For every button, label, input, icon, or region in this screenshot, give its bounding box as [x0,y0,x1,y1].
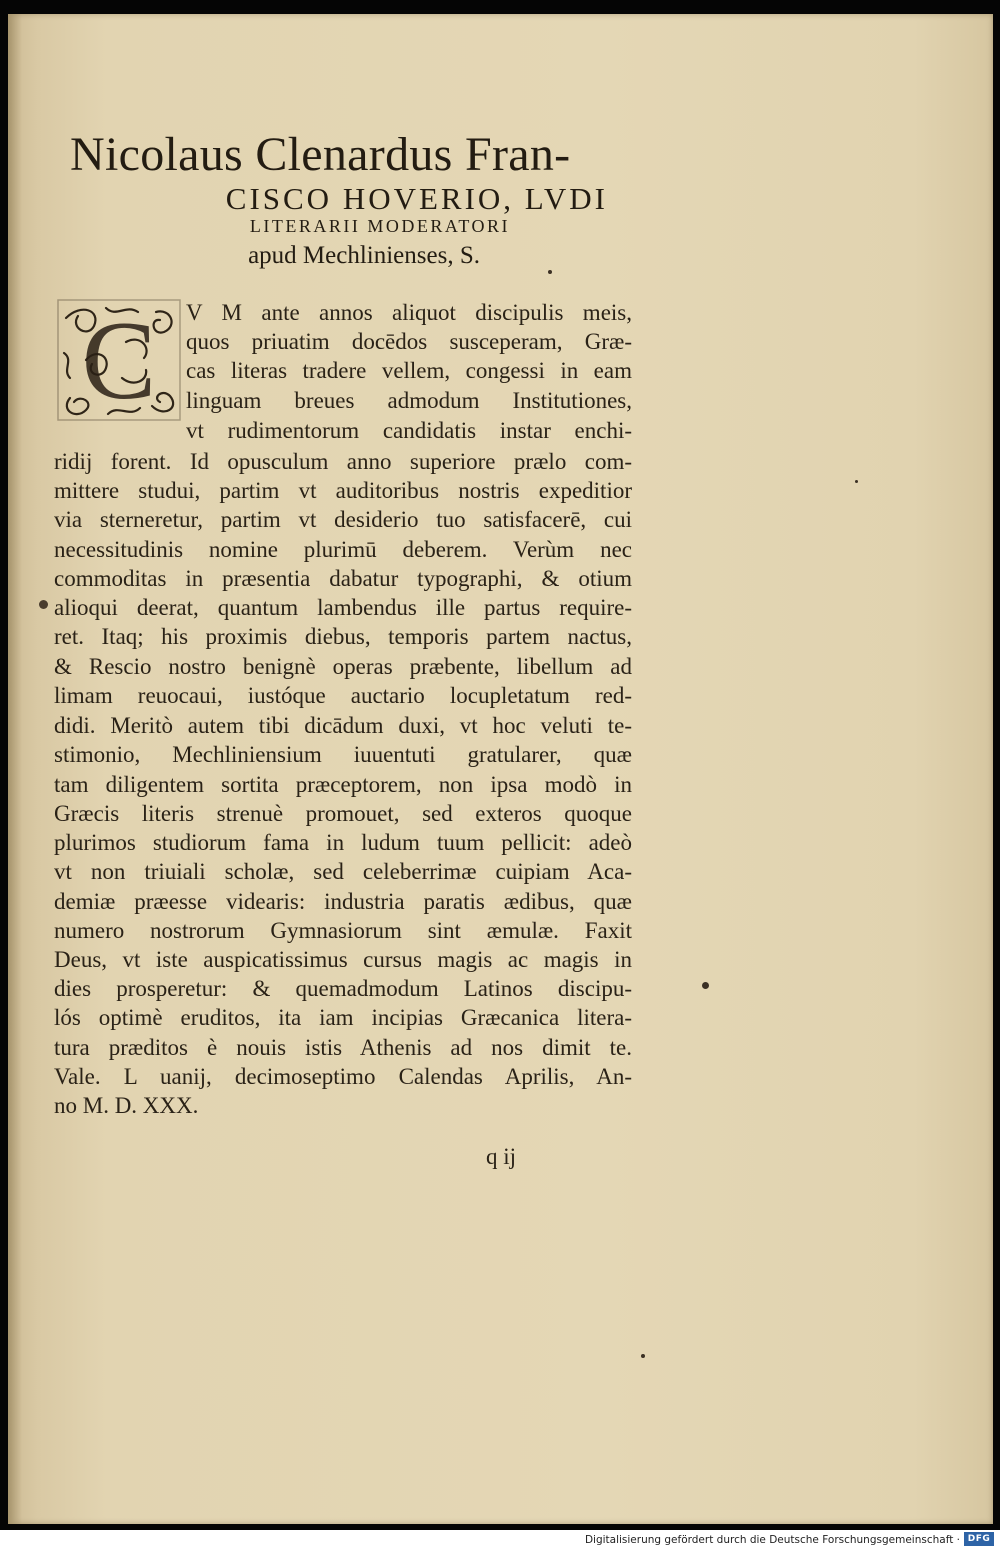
body-line: mittere studui, partim vt auditoribus nostris expeditior [54,478,632,503]
body-line: stimonio, Mechliniensium iuuentuti gratularer, quæ [54,742,632,767]
funding-credit: Digitalisierung gefördert durch die Deutsche Forschungsgemeinschaft · [584,1534,960,1546]
body-line: V M ante annos aliquot discipulis meis, [186,300,632,325]
svg-text:C: C [81,299,157,422]
body-line: demiæ præesse videaris: industria paratis ædibus, quæ [54,889,632,914]
body-line: commoditas in præsentia dabatur typographi, & otium [54,566,632,591]
heading-line-4: apud Mechlinienses, S. [248,242,480,269]
body-line: & Rescio nostro benignè operas præbente, libellum ad [54,654,632,679]
body-line: ridij forent. Id opusculum anno superiore prælo com- [54,449,632,474]
ink-speck [702,982,709,989]
body-line: numero nostrorum Gymnasiorum sint æmulæ. Faxit [54,918,632,943]
body-line: dies prosperetur: & quemadmodum Latinos discipu- [54,976,632,1001]
ornate-initial-c-icon [56,298,182,422]
dfg-logo: DFG [964,1532,994,1546]
body-line: Græcis literis strenuè promouet, sed exteros quoque [54,801,632,826]
ink-speck [548,270,552,274]
heading-line-3: LITERARII MODERATORI [249,216,510,236]
signature-mark: q ij [486,1144,517,1169]
body-line: quos priuatim docēdos susceperam, Græ- [186,329,632,354]
body-line: alioqui deerat, quantum lambendus ille partus require- [54,595,632,620]
body-line: linguam breues admodum Institutiones, [186,388,632,413]
body-line: tura præditos è nouis istis Athenis ad nos dimit te. [54,1035,632,1060]
body-line: vt non triuiali scholæ, sed celeberrimæ cuipiam Aca- [54,859,632,884]
ink-speck [855,480,858,483]
body-line: Vale. L uanij, decimoseptimo Calendas Aprilis, An- [54,1064,632,1089]
body-line: cas literas tradere vellem, congessi in eam [186,358,632,383]
body-line: plurimos studiorum fama in ludum tuum pellicit: adeò [54,830,632,855]
body-line: lós optimè eruditos, ita iam incipias Græcanica litera- [54,1005,632,1030]
body-line: limam reuocaui, iustóque auctario locupletatum red- [54,683,632,708]
ink-speck [641,1354,645,1358]
body-line: didi. Meritò autem tibi dicādum duxi, vt hoc veluti te- [54,713,632,738]
heading-line-1: Nicolaus Clenardus Fran- [70,128,571,181]
body-line: Deus, vt iste auspicatissimus cursus magis ac magis in [54,947,632,972]
ink-speck [39,600,48,609]
body-line: no M. D. XXX. [54,1093,199,1118]
body-line: necessitudinis nomine plurimū deberem. Verùm nec [54,537,632,562]
body-line: tam diligentem sortita præceptorem, non ipsa modò in [54,772,632,797]
body-line: via sterneretur, partim vt desiderio tuo satisfacerē, cui [54,507,632,532]
heading-line-2: CISCO HOVERIO, LVDI [225,181,608,216]
body-line: vt rudimentorum candidatis instar enchi- [186,418,632,443]
body-line: ret. Itaq; his proximis diebus, temporis partem nactus, [54,624,632,649]
